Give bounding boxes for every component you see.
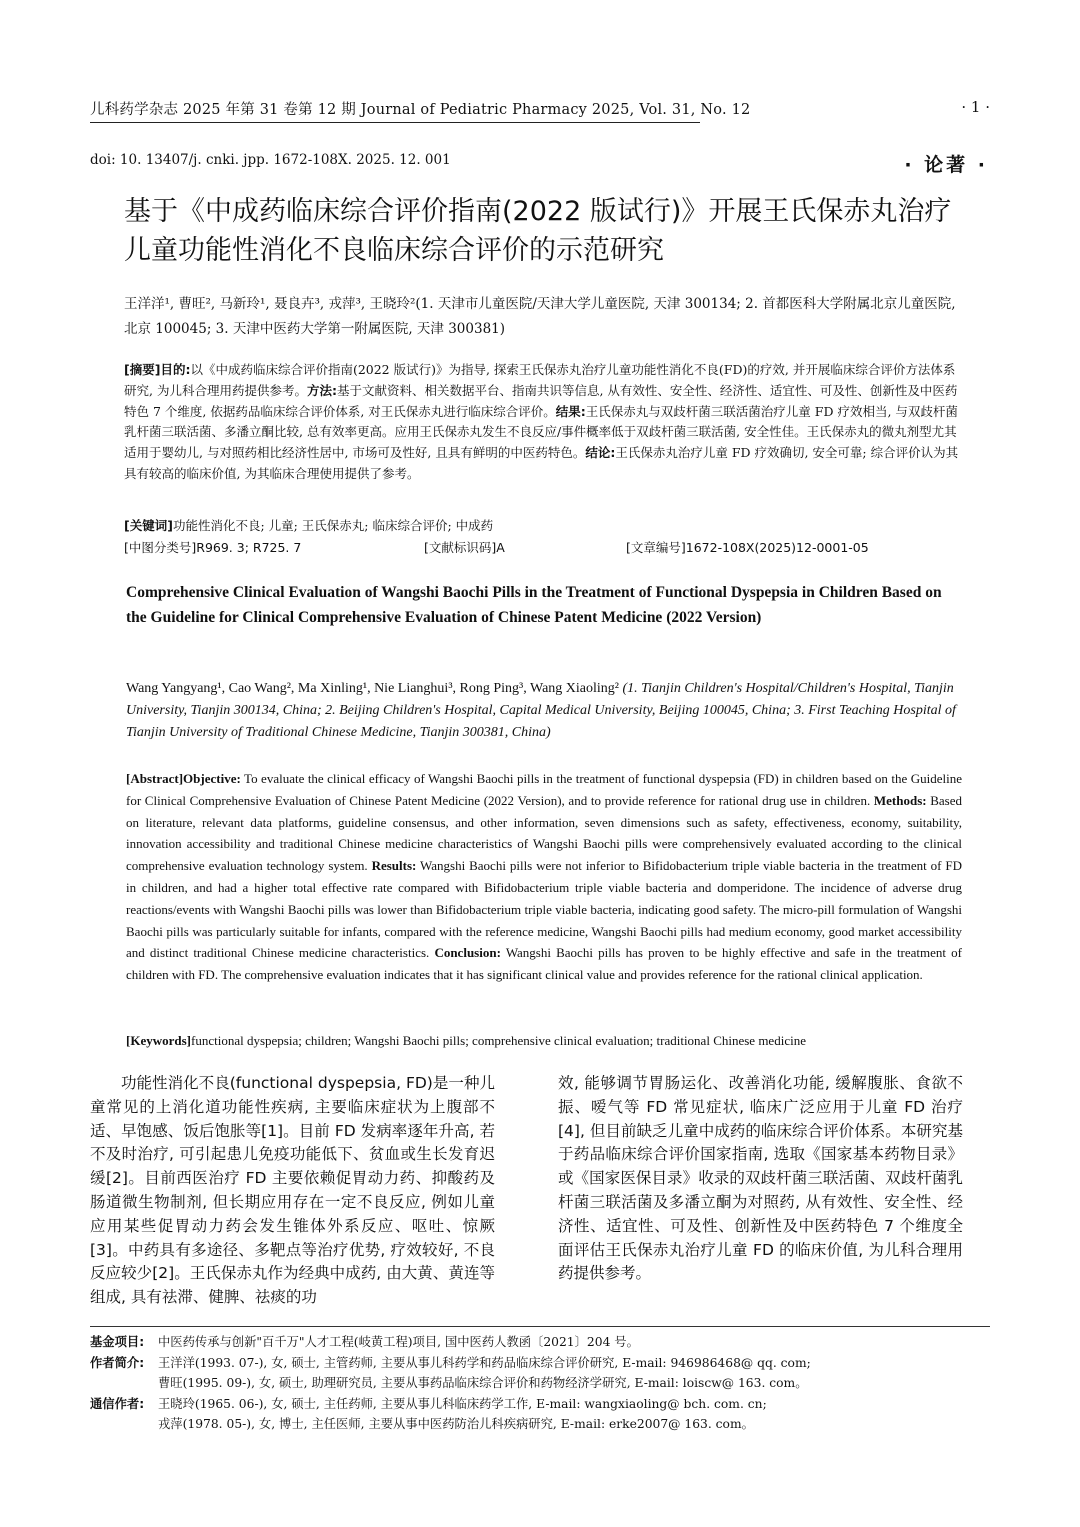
doi: doi: 10. 13407/j. cnki. jpp. 1672-108X. 2025. 12. 001 bbox=[90, 152, 451, 168]
abstract-en bbox=[126, 768, 962, 986]
results-en-label: Results: bbox=[371, 858, 417, 874]
methods-cn: 基于文献资料、相关数据平台、指南共识等信息, 从有效性、安全性、经济性、适宜性、可及性、创新性及中医药特色 7 个维度, 依据药品临床综合评价体系, 对王氏保赤丸进行临床综合评价。 bbox=[124, 382, 958, 419]
page-number: · 1 · bbox=[961, 98, 990, 116]
results-en: Wangshi Baochi pills were not inferior to Bifidobacterium triple viable bacteria in the treatment of FD in children, and had a higher total effective rate compared with Bifidobacterium triple viable bacteria and domperidone. The incidence of adverse drug reactions/events with Wangshi Baochi pills was lower than Bifidobacterium triple viable bacteria, indicating good safety. The micro-pill formulation of Wangshi Baochi pills was particularly suitable for infants, compared with the reference medicine, Wangshi Baochi pills had medium economy, good market accessibility and distinct traditional Chinese medicine characteristics. bbox=[126, 858, 963, 961]
author-2: 曹旺(1995. 09-), 女, 硕士, 助理研究员, 主要从事药品临床综合评价和药物经济学研究, E-mail: loiscw@ 163. com。 bbox=[158, 1376, 808, 1390]
results-cn-label: 结果: bbox=[555, 403, 586, 419]
abstract-cn bbox=[124, 360, 960, 485]
fund-label: 基金项目: bbox=[90, 1335, 145, 1349]
corr-2: 戎萍(1978. 05-), 女, 博士, 主任医师, 主要从事中医药防治儿科疾病研究, E-mail: erke2007@ 163. com。 bbox=[158, 1417, 754, 1431]
journal-line: 儿科药学杂志 2025 年第 31 卷第 12 期 Journal of Pediatric Pharmacy 2025, Vol. 31, No. 12 bbox=[90, 102, 751, 118]
conclusion-cn: 王氏保赤丸治疗儿童 FD 疗效确切, 安全可靠; 综合评价认为其具有较高的临床价值, 为其临床合理使用提供了参考。 bbox=[124, 445, 959, 481]
keywords-en-label: [Keywords] bbox=[126, 1033, 191, 1048]
abstract-cn-label: [摘要] bbox=[124, 362, 161, 377]
authors-en-names: Wang Yangyang¹, Cao Wang², Ma Xinling¹, Nie Lianghui³, Rong Ping³, Wang Xiaoling² bbox=[126, 681, 619, 696]
fund-note bbox=[90, 1332, 990, 1353]
abstract-en-label: [Abstract] bbox=[126, 771, 184, 786]
keywords-en-text: functional dyspepsia; children; Wangshi Baochi pills; comprehensive clinical evaluation; traditional Chinese medicine bbox=[191, 1033, 806, 1048]
objective-cn: 以《中成药临床综合评价指南(2022 版试行)》为指导, 探索王氏保赤丸治疗儿童功能性消化不良(FD)的疗效, 并开展临床综合评价方法体系研究, 为儿科合理用药提供参考。 bbox=[124, 362, 956, 398]
author-1: 王洋洋(1993. 07-), 女, 硕士, 主管药师, 主要从事儿科药学和药品临床综合评价研究, E-mail: 946986468@ qq. com; bbox=[158, 1355, 811, 1370]
methods-en: Based on literature, relevant data platforms, guideline consensus, and other information, seven dimensions such as safety, effectiveness, economy, suitability, innovation accessibility and traditional Chinese medicine characteristics of Wangshi Baochi pills were comprehensively evaluated according to the clinical comprehensive evaluation technology system. bbox=[126, 792, 963, 874]
footnote-rule bbox=[90, 1326, 990, 1327]
results-cn: 王氏保赤丸与双歧杆菌三联活菌治疗儿童 FD 疗效相当, 与双歧杆菌乳杆菌三联活菌、多潘立酮比较, 总有效率更高。应用王氏保赤丸发生不良反应/事件概率低于双歧杆菌三联活菌, 安全性佳。王氏保赤丸的微丸剂型尤其适用于婴幼儿, 与对照药相比经济性居中, 市场可及性好, 且具有鲜明的中医药特色。 bbox=[124, 403, 958, 461]
authors-en-affiliations: (1. Tianjin Children's Hospital/Children's Hospital, Tianjin University, Tianjin 300134, China; 2. Beijing Children's Hospital, Capital Medical University, Beijing 100045, China; 3. First Teaching Hospital of Tianjin University of Traditional Chinese Medicine, Tianjin 300381, China) bbox=[126, 681, 956, 740]
corr-note bbox=[90, 1394, 990, 1415]
keywords-cn bbox=[124, 515, 960, 536]
body-column-right: 效, 能够调节胃肠运化、改善消化功能, 缓解腹胀、食欲不振、嗳气等 FD 常见症状, 临床广泛应用于儿童 FD 治疗[4], 但目前缺乏儿童中成药的临床综合评价体系。本研究基于药品临床综合评价国家指南, 选取《国家基本药物目录》或《国家医保目录》收录的双歧杆菌三联活菌、双歧杆菌乳杆菌三联活菌及多潘立酮为对照药, 从有效性、安全性、经济性、适宜性、可及性、创新性及中医药特色 7 个维度全面评估王氏保赤丸治疗儿童 FD 的临床价值, 为儿科合理用药提供参考。 bbox=[558, 1074, 963, 1283]
body-column-left: 功能性消化不良(functional dyspepsia, FD)是一种儿童常见的上消化道功能性疾病, 主要临床症状为上腹部不适、早饱感、饭后饱胀等[1]。目前 FD 发病率逐年升高, 若不及时治疗, 可引起患儿免疫功能低下、贫血或生长发育迟缓[2]。目前西医治疗 FD 主要依赖促胃动力药、抑酸药及肠道微生物制剂, 但长期应用存在一定不良反应, 例如儿童应用某些促胃动力药会发生锥体外系反应、呕吐、惊厥[3]。中药具有多途径、多靶点等治疗优势, 疗效较好, 不良反应较少[2]。王氏保赤丸作为经典中成药, 由大黄、黄连等组成, 具有祛滞、健脾、祛痰的功 bbox=[90, 1074, 495, 1307]
classification-row bbox=[124, 538, 960, 558]
conclusion-cn-label: 结论: bbox=[585, 445, 616, 461]
keywords-cn-label: [关键词] bbox=[124, 518, 173, 533]
clc-number: [中图分类号]R969. 3; R725. 7 bbox=[124, 540, 302, 555]
authors-cn: 王洋洋¹, 曹旺², 马新玲¹, 聂良卉³, 戎萍³, 王晓玲²(1. 天津市儿童医院/天津大学儿童医院, 天津 300134; 2. 首都医科大学附属北京儿童医院, 北京 100045; 3. 天津中医药大学第一附属医院, 天津 300381) bbox=[124, 296, 956, 337]
corr-note-2 bbox=[90, 1414, 990, 1435]
keywords-en bbox=[126, 1031, 962, 1051]
title-cn: 基于《中成药临床综合评价指南(2022 版试行)》开展王氏保赤丸治疗儿童功能性消化不良临床综合评价的示范研究 bbox=[124, 196, 952, 266]
article-id: [文章编号]1672-108X(2025)12-0001-05 bbox=[626, 540, 869, 555]
author-note bbox=[90, 1353, 990, 1374]
running-header bbox=[90, 98, 990, 124]
conclusion-en: Wangshi Baochi pills has proven to be highly effective and safe in the treatment of children with FD. The comprehensive evaluation indicates that it has significant clinical value and provides reference for the rational clinical application. bbox=[126, 945, 962, 983]
doc-code: [文献标识码]A bbox=[424, 540, 505, 555]
corr-1: 王晓玲(1965. 06-), 女, 硕士, 主任药师, 主要从事儿科临床药学工作, E-mail: wangxiaoling@ bch. com. cn; bbox=[158, 1396, 767, 1411]
author-label: 作者简介: bbox=[90, 1355, 145, 1370]
objective-en: To evaluate the clinical efficacy of Wangshi Baochi pills in the treatment of functional dyspepsia (FD) in children based on the Guideline for Clinical Comprehensive Evaluation of Chinese Patent Medicine (2022 Version), and to provide reference for rational drug use in children. bbox=[126, 771, 962, 808]
keywords-cn-text: 功能性消化不良; 儿童; 王氏保赤丸; 临床综合评价; 中成药 bbox=[172, 518, 494, 533]
title-en: Comprehensive Clinical Evaluation of Wangshi Baochi Pills in the Treatment of Functional Dyspepsia in Children Based on the Guideline for Clinical Comprehensive Evaluation of Chinese Patent Medicine (2022 Version) bbox=[126, 584, 942, 626]
methods-cn-label: 方法: bbox=[306, 382, 337, 398]
fund-text: 中医药传承与创新"百千万"人才工程(岐黄工程)项目, 国中医药人教函〔2021〕204 号。 bbox=[158, 1335, 639, 1349]
header-rule bbox=[90, 122, 700, 123]
conclusion-en-label: Conclusion: bbox=[434, 945, 501, 961]
column-label: · 论著 · bbox=[904, 154, 988, 176]
objective-en-label: Objective: bbox=[183, 771, 241, 786]
authors-en bbox=[126, 678, 962, 744]
author-note-2 bbox=[90, 1373, 990, 1394]
methods-en-label: Methods: bbox=[873, 792, 927, 808]
objective-cn-label: 目的: bbox=[160, 362, 191, 377]
footnotes bbox=[90, 1332, 990, 1435]
corr-label: 通信作者: bbox=[90, 1396, 145, 1411]
